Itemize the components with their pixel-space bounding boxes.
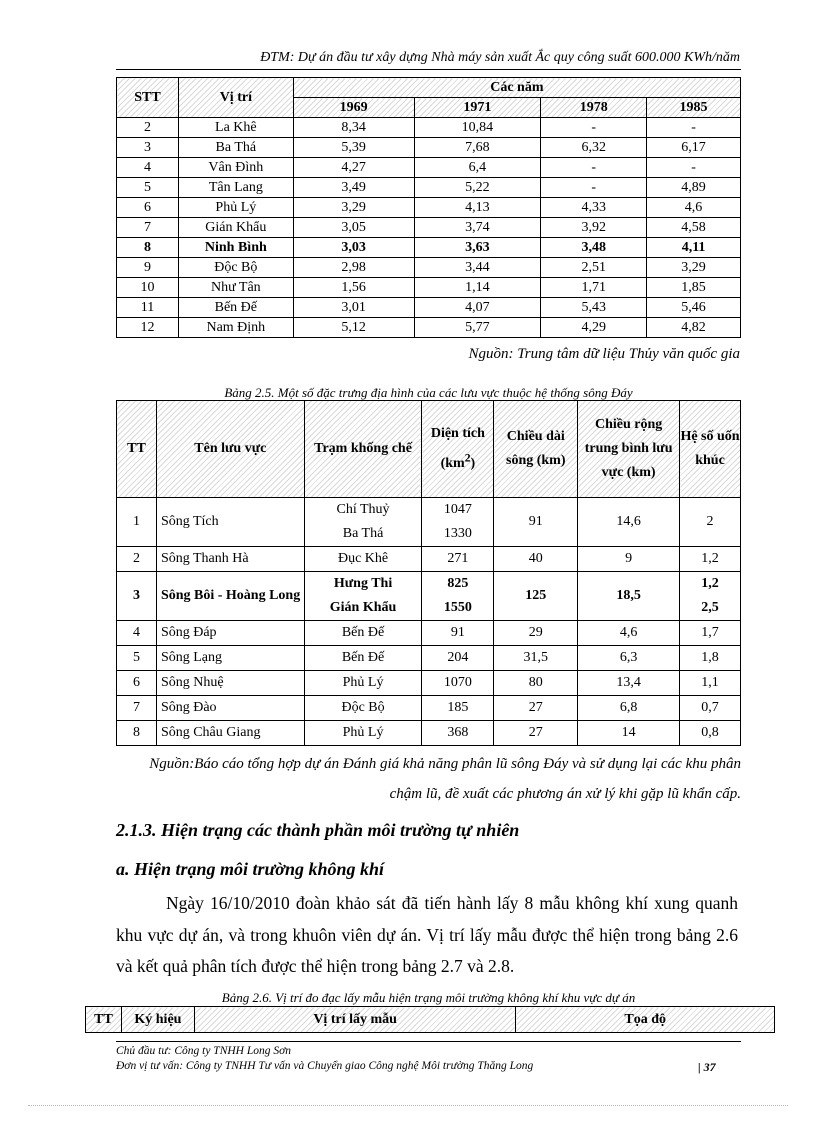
cell-station-line: Chí Thuỷ <box>336 502 390 517</box>
cell-1969: 5,39 <box>293 138 414 158</box>
cell-basin-name-line: Sông Tích <box>160 514 219 529</box>
col-symbol: Ký hiệu <box>121 1007 194 1033</box>
cell-station-line: Bến Đế <box>341 650 385 665</box>
cell-1978: 5,43 <box>541 298 647 318</box>
cell-width <box>578 572 680 621</box>
cell-basin-name <box>156 547 304 572</box>
cell-width <box>578 621 680 646</box>
cell-station-line: Bến Đế <box>341 625 385 640</box>
cell-coef-line: 1,2 <box>701 576 719 591</box>
cell-location: Như Tân <box>178 278 293 298</box>
cell-area <box>422 671 494 696</box>
table-row <box>117 572 741 621</box>
cell-1969: 3,29 <box>293 198 414 218</box>
cell-stt: 3 <box>117 138 179 158</box>
cell-location: Tân Lang <box>178 178 293 198</box>
cell-area <box>422 547 494 572</box>
footer <box>116 1044 533 1074</box>
cell-coef <box>680 696 741 721</box>
cell-tt <box>117 696 157 721</box>
col-area-unit: $(km^2)$ <box>440 451 476 471</box>
col-area <box>422 401 494 498</box>
cell-station-line: Gián Khẩu <box>329 600 397 615</box>
col-year: 1971 <box>414 98 541 118</box>
col-year: 1969 <box>293 98 414 118</box>
col-stt: STT <box>117 78 179 118</box>
cell-1978: 1,71 <box>541 278 647 298</box>
cell-length-line: 125 <box>525 588 547 603</box>
footer-owner: Chủ đầu tư: Công ty TNHH Long Sơn <box>116 1045 292 1057</box>
cell-area-line: 1550 <box>443 600 472 615</box>
table-row <box>117 278 741 298</box>
cell-tt <box>117 646 157 671</box>
cell-1985: - <box>647 158 741 178</box>
cell-1969: 2,98 <box>293 258 414 278</box>
col-year: 1985 <box>647 98 741 118</box>
cell-area-line: 1330 <box>443 526 472 541</box>
cell-length <box>494 721 578 746</box>
cell-coef-line: 1,2 <box>701 551 719 566</box>
cell-tt <box>117 621 157 646</box>
cell-width <box>578 671 680 696</box>
cell-location: Độc Bộ <box>178 258 293 278</box>
cell-coef <box>680 621 741 646</box>
cell-stt: 12 <box>117 318 179 338</box>
table-row <box>117 238 741 258</box>
cell-basin-name-line: Sông Đào <box>160 700 217 715</box>
basin-table <box>116 400 741 746</box>
cell-stt: 10 <box>117 278 179 298</box>
cell-1978: 4,33 <box>541 198 647 218</box>
cell-length <box>494 696 578 721</box>
footer-rule <box>116 1041 741 1042</box>
cell-length-line: 27 <box>528 725 543 740</box>
cell-stt: 7 <box>117 218 179 238</box>
cell-basin-name <box>156 671 304 696</box>
cell-coef <box>680 646 741 671</box>
table-row <box>117 696 741 721</box>
cell-width-line: 6,8 <box>619 700 638 715</box>
col-group-years: Các năm <box>293 78 740 98</box>
cell-length-line: 40 <box>528 551 543 566</box>
cell-1985: 5,46 <box>647 298 741 318</box>
cell-length-line: 29 <box>528 625 543 640</box>
cell-basin-name-line: Sông Bôi - Hoàng Long <box>160 588 301 603</box>
cell-area-line: 1047 <box>443 502 472 517</box>
cell-tt <box>117 671 157 696</box>
cell-1985: 4,58 <box>647 218 741 238</box>
cell-station <box>304 696 422 721</box>
page-number: | 37 <box>698 1060 716 1074</box>
table-row <box>117 547 741 572</box>
cell-1969: 3,05 <box>293 218 414 238</box>
cell-stt: 9 <box>117 258 179 278</box>
cell-1978: 3,48 <box>541 238 647 258</box>
cell-length-line: 91 <box>528 514 543 529</box>
cell-area <box>422 498 494 547</box>
cell-1971: 5,77 <box>414 318 541 338</box>
table-row <box>117 258 741 278</box>
cell-1985: 6,17 <box>647 138 741 158</box>
cell-area-line: 825 <box>447 576 469 591</box>
table-row <box>117 118 741 138</box>
cell-coef-line: 2,5 <box>701 600 719 615</box>
cell-coef-line: 1,1 <box>701 675 719 690</box>
cell-width-line: 6,3 <box>619 650 638 665</box>
cell-coef-line: 1,7 <box>701 625 719 640</box>
cell-basin-name <box>156 696 304 721</box>
cell-tt <box>117 498 157 547</box>
cell-1971: 1,14 <box>414 278 541 298</box>
table-row <box>117 498 741 547</box>
col-coef: Hệ số uốn khúc <box>680 401 741 498</box>
col-year: 1978 <box>541 98 647 118</box>
cell-area-line: 271 <box>447 551 469 566</box>
cell-basin-name-line: Sông Thanh Hà <box>160 551 249 566</box>
header-rule <box>116 69 741 70</box>
cell-1969: 8,34 <box>293 118 414 138</box>
page-header-title: ĐTM: Dự án đầu tư xây dựng Nhà máy sản xuất Ắc quy công suất 600.000 KWh/năm <box>260 50 740 65</box>
cell-1978: 4,29 <box>541 318 647 338</box>
cell-basin-name-line: Sông Nhuệ <box>160 675 224 690</box>
cell-1971: 5,22 <box>414 178 541 198</box>
cell-1969: 1,56 <box>293 278 414 298</box>
col-basin-name: Tên lưu vực <box>156 401 304 498</box>
col-width: Chiều rộng trung bình lưu vực (km) <box>578 401 680 498</box>
col-coordinates: Tọa độ <box>516 1007 775 1033</box>
cell-station-line: Hưng Thi <box>333 576 393 591</box>
cell-width <box>578 721 680 746</box>
cell-area-line: 204 <box>447 650 469 665</box>
cell-coef-line: 1,8 <box>701 650 719 665</box>
cell-1969: 3,03 <box>293 238 414 258</box>
cell-1985: 4,89 <box>647 178 741 198</box>
cell-basin-name <box>156 621 304 646</box>
cell-width-line: 9 <box>625 551 633 566</box>
cell-basin-name <box>156 721 304 746</box>
table-row <box>117 621 741 646</box>
cell-1985: 4,11 <box>647 238 741 258</box>
cell-1971: 3,63 <box>414 238 541 258</box>
cell-area <box>422 646 494 671</box>
cell-area <box>422 696 494 721</box>
cell-1971: 3,74 <box>414 218 541 238</box>
cell-location: La Khê <box>178 118 293 138</box>
cell-area-line: 91 <box>450 625 465 640</box>
cell-stt: 2 <box>117 118 179 138</box>
cell-area <box>422 572 494 621</box>
table-row <box>117 138 741 158</box>
cell-coef-line: 0,7 <box>701 700 719 715</box>
cell-1971: 6,4 <box>414 158 541 178</box>
table-row <box>117 646 741 671</box>
cell-station-line: Phủ Lý <box>342 675 384 690</box>
cell-width <box>578 547 680 572</box>
cell-coef <box>680 572 741 621</box>
cell-1978: 3,92 <box>541 218 647 238</box>
cell-width <box>578 498 680 547</box>
page-bottom-border <box>28 1105 788 1106</box>
cell-1969: 3,01 <box>293 298 414 318</box>
cell-coef <box>680 547 741 572</box>
cell-station-line: Ba Thá <box>342 526 384 541</box>
cell-coef <box>680 671 741 696</box>
cell-location: Gián Khẩu <box>178 218 293 238</box>
table-row <box>117 198 741 218</box>
cell-width-line: 14 <box>621 725 636 740</box>
table-row <box>117 318 741 338</box>
cell-1985: - <box>647 118 741 138</box>
subsection-heading: a. Hiện trạng môi trường không khí <box>116 859 385 879</box>
cell-1978: 6,32 <box>541 138 647 158</box>
cell-location: Nam Định <box>178 318 293 338</box>
col-tt: TT <box>117 401 157 498</box>
table-row <box>117 298 741 318</box>
cell-location: Phủ Lý <box>178 198 293 218</box>
cell-tt <box>117 547 157 572</box>
cell-1971: 10,84 <box>414 118 541 138</box>
col-length: Chiều dài sông (km) <box>494 401 578 498</box>
cell-1978: - <box>541 158 647 178</box>
cell-station-line: Phủ Lý <box>342 725 384 740</box>
cell-location: Bến Đế <box>178 298 293 318</box>
cell-length <box>494 671 578 696</box>
cell-length-line: 27 <box>528 700 543 715</box>
cell-station <box>304 646 422 671</box>
cell-1969: 3,49 <box>293 178 414 198</box>
col-station: Trạm khống chế <box>304 401 422 498</box>
cell-width <box>578 646 680 671</box>
cell-1978: - <box>541 118 647 138</box>
cell-basin-name-line: Sông Đáp <box>160 625 217 640</box>
cell-tt-line: 3 <box>132 588 140 603</box>
cell-length-line: 31,5 <box>523 650 549 665</box>
section-heading: 2.1.3. Hiện trạng các thành phần môi trường tự nhiên <box>116 820 520 840</box>
table-row <box>117 721 741 746</box>
sampling-table <box>85 1006 775 1033</box>
cell-basin-name-line: Sông Lạng <box>160 650 222 665</box>
cell-tt-line: 1 <box>132 514 140 529</box>
cell-area <box>422 721 494 746</box>
cell-stt: 4 <box>117 158 179 178</box>
cell-basin-name <box>156 646 304 671</box>
cell-stt: 5 <box>117 178 179 198</box>
cell-1971: 3,44 <box>414 258 541 278</box>
table-row <box>117 158 741 178</box>
cell-width <box>578 696 680 721</box>
cell-station <box>304 547 422 572</box>
cell-station <box>304 721 422 746</box>
cell-tt-line: 5 <box>132 650 140 665</box>
cell-basin-name-line: Sông Châu Giang <box>160 725 261 740</box>
table-row <box>117 218 741 238</box>
cell-location: Vân Đình <box>178 158 293 178</box>
cell-1969: 4,27 <box>293 158 414 178</box>
cell-tt-line: 4 <box>132 625 140 640</box>
table1-source: Nguồn: Trung tâm dữ liệu Thủy văn quốc gia <box>468 346 740 362</box>
cell-tt <box>117 721 157 746</box>
cell-stt: 6 <box>117 198 179 218</box>
cell-location: Ba Thá <box>178 138 293 158</box>
cell-1978: 2,51 <box>541 258 647 278</box>
cell-station <box>304 621 422 646</box>
cell-coef <box>680 721 741 746</box>
cell-tt <box>117 572 157 621</box>
cell-station <box>304 498 422 547</box>
cell-length <box>494 621 578 646</box>
cell-station <box>304 572 422 621</box>
cell-1971: 4,07 <box>414 298 541 318</box>
cell-station-line: Đục Khê <box>337 551 389 566</box>
cell-1985: 1,85 <box>647 278 741 298</box>
cell-tt-line: 6 <box>132 675 140 690</box>
cell-basin-name <box>156 572 304 621</box>
body-paragraph: Ngày 16/10/2010 đoàn khảo sát đã tiến hành lấy 8 mẫu không khí xung quanh khu vực dự án, và trong khuôn viên dự án. Vị trí lấy mẫu được thể hiện trong bảng 2.6 và kết quả phân tích được thể hiện trong bảng 2.7 và 2.8. <box>116 893 738 976</box>
cell-coef-line: 2 <box>706 514 714 529</box>
cell-width-line: 18,5 <box>616 588 641 603</box>
cell-1985: 4,82 <box>647 318 741 338</box>
cell-1985: 3,29 <box>647 258 741 278</box>
cell-width-line: 14,6 <box>616 514 641 529</box>
table2-caption: Bảng 2.5. Một số đặc trưng địa hình của các lưu vực thuộc hệ thống sông Đáy <box>224 385 633 400</box>
cell-tt-line: 7 <box>132 700 140 715</box>
table-row <box>117 178 741 198</box>
cell-tt-line: 8 <box>132 725 140 740</box>
cell-basin-name <box>156 498 304 547</box>
table2-source: Nguồn:Báo cáo tổng hợp dự án Đánh giá khả năng phân lũ sông Đáy và sử dụng lại các khu phân chậm lũ, đề xuất các phương án xử lý khi gặp lũ khẩn cấp. <box>149 756 741 802</box>
cell-1978: - <box>541 178 647 198</box>
table-row <box>117 671 741 696</box>
cell-area-line: 1070 <box>443 675 472 690</box>
cell-length <box>494 547 578 572</box>
cell-area-line: 368 <box>447 725 469 740</box>
cell-area <box>422 621 494 646</box>
cell-width-line: 13,4 <box>616 675 641 690</box>
cell-1971: 4,13 <box>414 198 541 218</box>
cell-width-line: 4,6 <box>619 625 638 640</box>
cell-length <box>494 498 578 547</box>
cell-length <box>494 572 578 621</box>
col-tt: TT <box>86 1007 122 1033</box>
cell-station-line: Độc Bộ <box>341 700 385 715</box>
cell-stt: 8 <box>117 238 179 258</box>
cell-coef-line: 0,8 <box>701 725 719 740</box>
cell-length <box>494 646 578 671</box>
cell-tt-line: 2 <box>132 551 140 566</box>
footer-consultant: Đơn vị tư vấn: Công ty TNHH Tư vấn và Chuyển giao Công nghệ Môi trường Thăng Long <box>116 1060 534 1072</box>
water-level-table <box>116 77 741 338</box>
col-vitri: Vị trí <box>178 78 293 118</box>
cell-1969: 5,12 <box>293 318 414 338</box>
cell-1985: 4,6 <box>647 198 741 218</box>
cell-location: Ninh Bình <box>178 238 293 258</box>
cell-stt: 11 <box>117 298 179 318</box>
cell-area-line: 185 <box>447 700 469 715</box>
cell-coef <box>680 498 741 547</box>
cell-length-line: 80 <box>528 675 543 690</box>
cell-1971: 7,68 <box>414 138 541 158</box>
col-area-label: Diện tích <box>430 426 485 442</box>
table3-caption: Bảng 2.6. Vị trí đo đạc lấy mẫu hiện trạng môi trường không khí khu vực dự án <box>221 990 636 1005</box>
col-location: Vị trí lấy mẫu <box>194 1007 516 1033</box>
cell-station <box>304 671 422 696</box>
